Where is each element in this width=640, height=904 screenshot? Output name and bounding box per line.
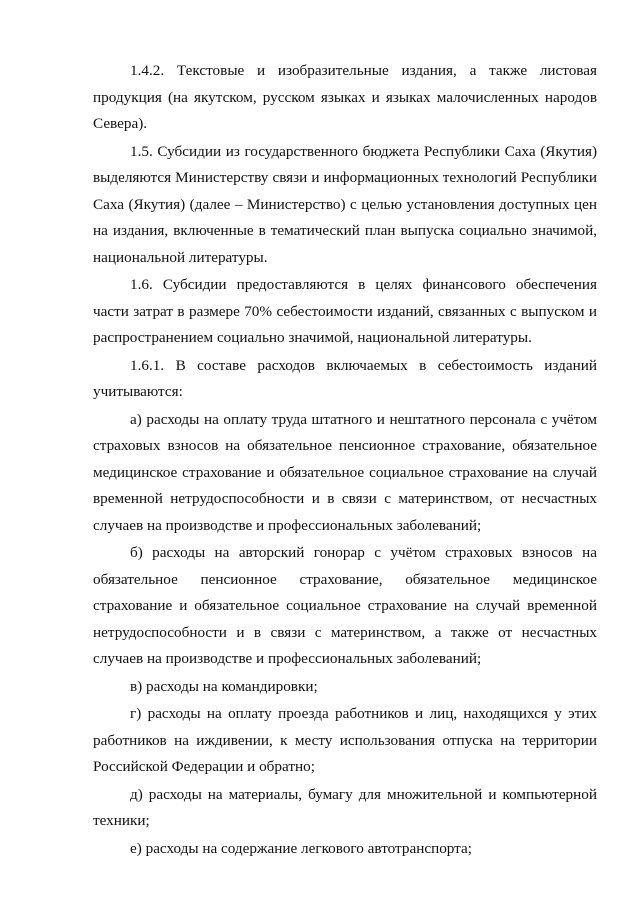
paragraph-1-6-1: 1.6.1. В составе расходов включаемых в себестоимость изданий учитываются: (93, 356, 597, 400)
paragraph-1-5: 1.5. Субсидии из государственного бюджета Республики Саха (Якутия) выделяются Министерству связи и информационных технологий Республики Саха (Якутия) (далее – Министерство) с целью установления доступных цен на издания, включенные в тематический план выпуска социально значимой, национальной литературы. (93, 142, 597, 266)
list-item-v: в) расходы на командировки; (130, 677, 318, 695)
list-item-g: г) расходы на оплату проезда работников и лиц, находящихся у этих работников на иждивении, к месту использования отпуска на территории Российской Федерации и обратно; (93, 705, 597, 775)
list-item-a: а) расходы на оплату труда штатного и нештатного персонала с учётом страховых взносов на обязательное пенсионное страхование, обязательное медицинское страхование и обязательное социальное страхование на случай временной нетрудоспособности и в связи с материнством, от несчастных случаев на производстве и профессиональных заболеваний; (93, 410, 597, 534)
list-item-b: б) расходы на авторский гонорар с учётом страховых взносов на обязательное пенсионное страхование, обязательное медицинское страхование и обязательное социальное страхование на случай временной нетрудоспособности и в связи с материнством, а также от несчастных случаев на производстве и профессиональных заболеваний; (93, 544, 597, 667)
list-item-d: д) расходы на материалы, бумагу для множительной и компьютерной техники; (93, 785, 597, 829)
list-item-e: е) расходы на содержание легкового автотранспорта; (130, 839, 472, 857)
paragraph-1-6: 1.6. Субсидии предоставляются в целях финансового обеспечения части затрат в размере 70% себестоимости изданий, связанных с выпуском и распространением социально значимой, национальной литературы. (93, 276, 597, 346)
paragraph-1-4-2: 1.4.2. Текстовые и изобразительные издания, а также листовая продукция (на якутском, русском языках и языках малочисленных народов Севера). (93, 62, 597, 132)
document-body (93, 58, 597, 862)
